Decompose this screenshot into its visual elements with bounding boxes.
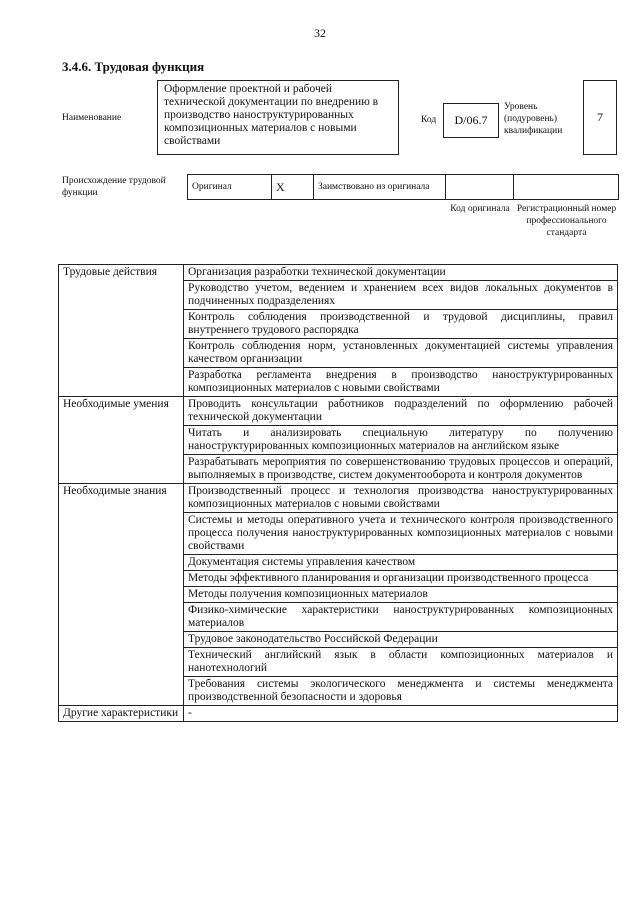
original-label-cell: Оригинал bbox=[188, 175, 272, 200]
section-item: Проводить консультации работников подразделений по оформлению рабочей технической документации bbox=[184, 397, 618, 426]
original-mark-cell: X bbox=[272, 175, 314, 200]
reg-number-cell bbox=[514, 175, 619, 200]
section-item: Читать и анализировать специальную литературу по получению наноструктурированных композиционных материалов на английском языке bbox=[184, 426, 618, 455]
code-original-cell bbox=[446, 175, 514, 200]
section-item: Системы и методы оперативного учета и технического контроля производственного процесса получения наноструктурированных композиционных материалов с новыми свойствами bbox=[184, 513, 618, 555]
table-row bbox=[59, 706, 618, 722]
borrowed-label-cell: Заимствовано из оригинала bbox=[314, 175, 446, 200]
code-value: D/06.7 bbox=[454, 113, 488, 127]
section-item: Методы эффективного планирования и организации производственного процесса bbox=[184, 571, 618, 587]
section-label: Необходимые знания bbox=[59, 484, 184, 706]
section-item: Разработка регламента внедрения в производство наноструктурированных композиционных материалов с новыми свойствами bbox=[184, 368, 618, 397]
function-name-box bbox=[157, 80, 399, 155]
code-label: Код bbox=[421, 115, 437, 125]
code-box bbox=[443, 103, 499, 138]
level-value: 7 bbox=[597, 110, 603, 124]
section-label: Необходимые умения bbox=[59, 397, 184, 484]
origin-table bbox=[187, 174, 619, 200]
section-item: Документация системы управления качеством bbox=[184, 555, 618, 571]
section-label: Другие характеристики bbox=[59, 706, 184, 722]
level-label: Уровень (подуровень) квалификации bbox=[504, 102, 563, 136]
code-original-caption: Код оригинала bbox=[450, 204, 510, 214]
section-label: Трудовые действия bbox=[59, 265, 184, 397]
reg-number-caption: Регистрационный номер профессионального стандарта bbox=[516, 204, 617, 238]
section-item: - bbox=[184, 706, 618, 722]
section-item: Организация разработки технической документации bbox=[184, 265, 618, 281]
section-item: Контроль соблюдения производственной и трудовой дисциплины, правил внутреннего трудового распорядка bbox=[184, 310, 618, 339]
origin-label: Происхождение трудовой функции bbox=[62, 176, 166, 198]
section-item: Руководство учетом, ведением и хранением всех видов локальных документов в подчиненных подразделениях bbox=[184, 281, 618, 310]
level-box bbox=[583, 80, 617, 155]
section-title: 3.4.6. Трудовая функция bbox=[62, 59, 205, 74]
section-item: Технический английский язык в области композиционных материалов и нанотехнологий bbox=[184, 648, 618, 677]
section-item: Физико-химические характеристики наноструктурированных композиционных материалов bbox=[184, 603, 618, 632]
section-item: Методы получения композиционных материалов bbox=[184, 587, 618, 603]
section-item: Производственный процесс и технология производства наноструктурированных композиционных материалов с новыми свойствами bbox=[184, 484, 618, 513]
table-row bbox=[59, 265, 618, 281]
function-details-table bbox=[58, 264, 618, 722]
page-number: 32 bbox=[314, 26, 326, 40]
function-name-value: Оформление проектной и рабочей технической документации по внедрению в производство наноструктурированных композиционных материалов с новыми свойствами bbox=[164, 83, 379, 147]
table-row bbox=[59, 484, 618, 513]
section-item: Требования системы экологического менеджмента и системы менеджмента производственной безопасности и здоровья bbox=[184, 677, 618, 706]
section-item: Разрабатывать мероприятия по совершенствованию трудовых процессов и операций, выполняемых в производстве, систем документооборота и контроля документов bbox=[184, 455, 618, 484]
section-item: Трудовое законодательство Российской Федерации bbox=[184, 632, 618, 648]
name-label: Наименование bbox=[62, 113, 122, 123]
section-item: Контроль соблюдения норм, установленных документацией системы управления качеством организации bbox=[184, 339, 618, 368]
table-row bbox=[59, 397, 618, 426]
